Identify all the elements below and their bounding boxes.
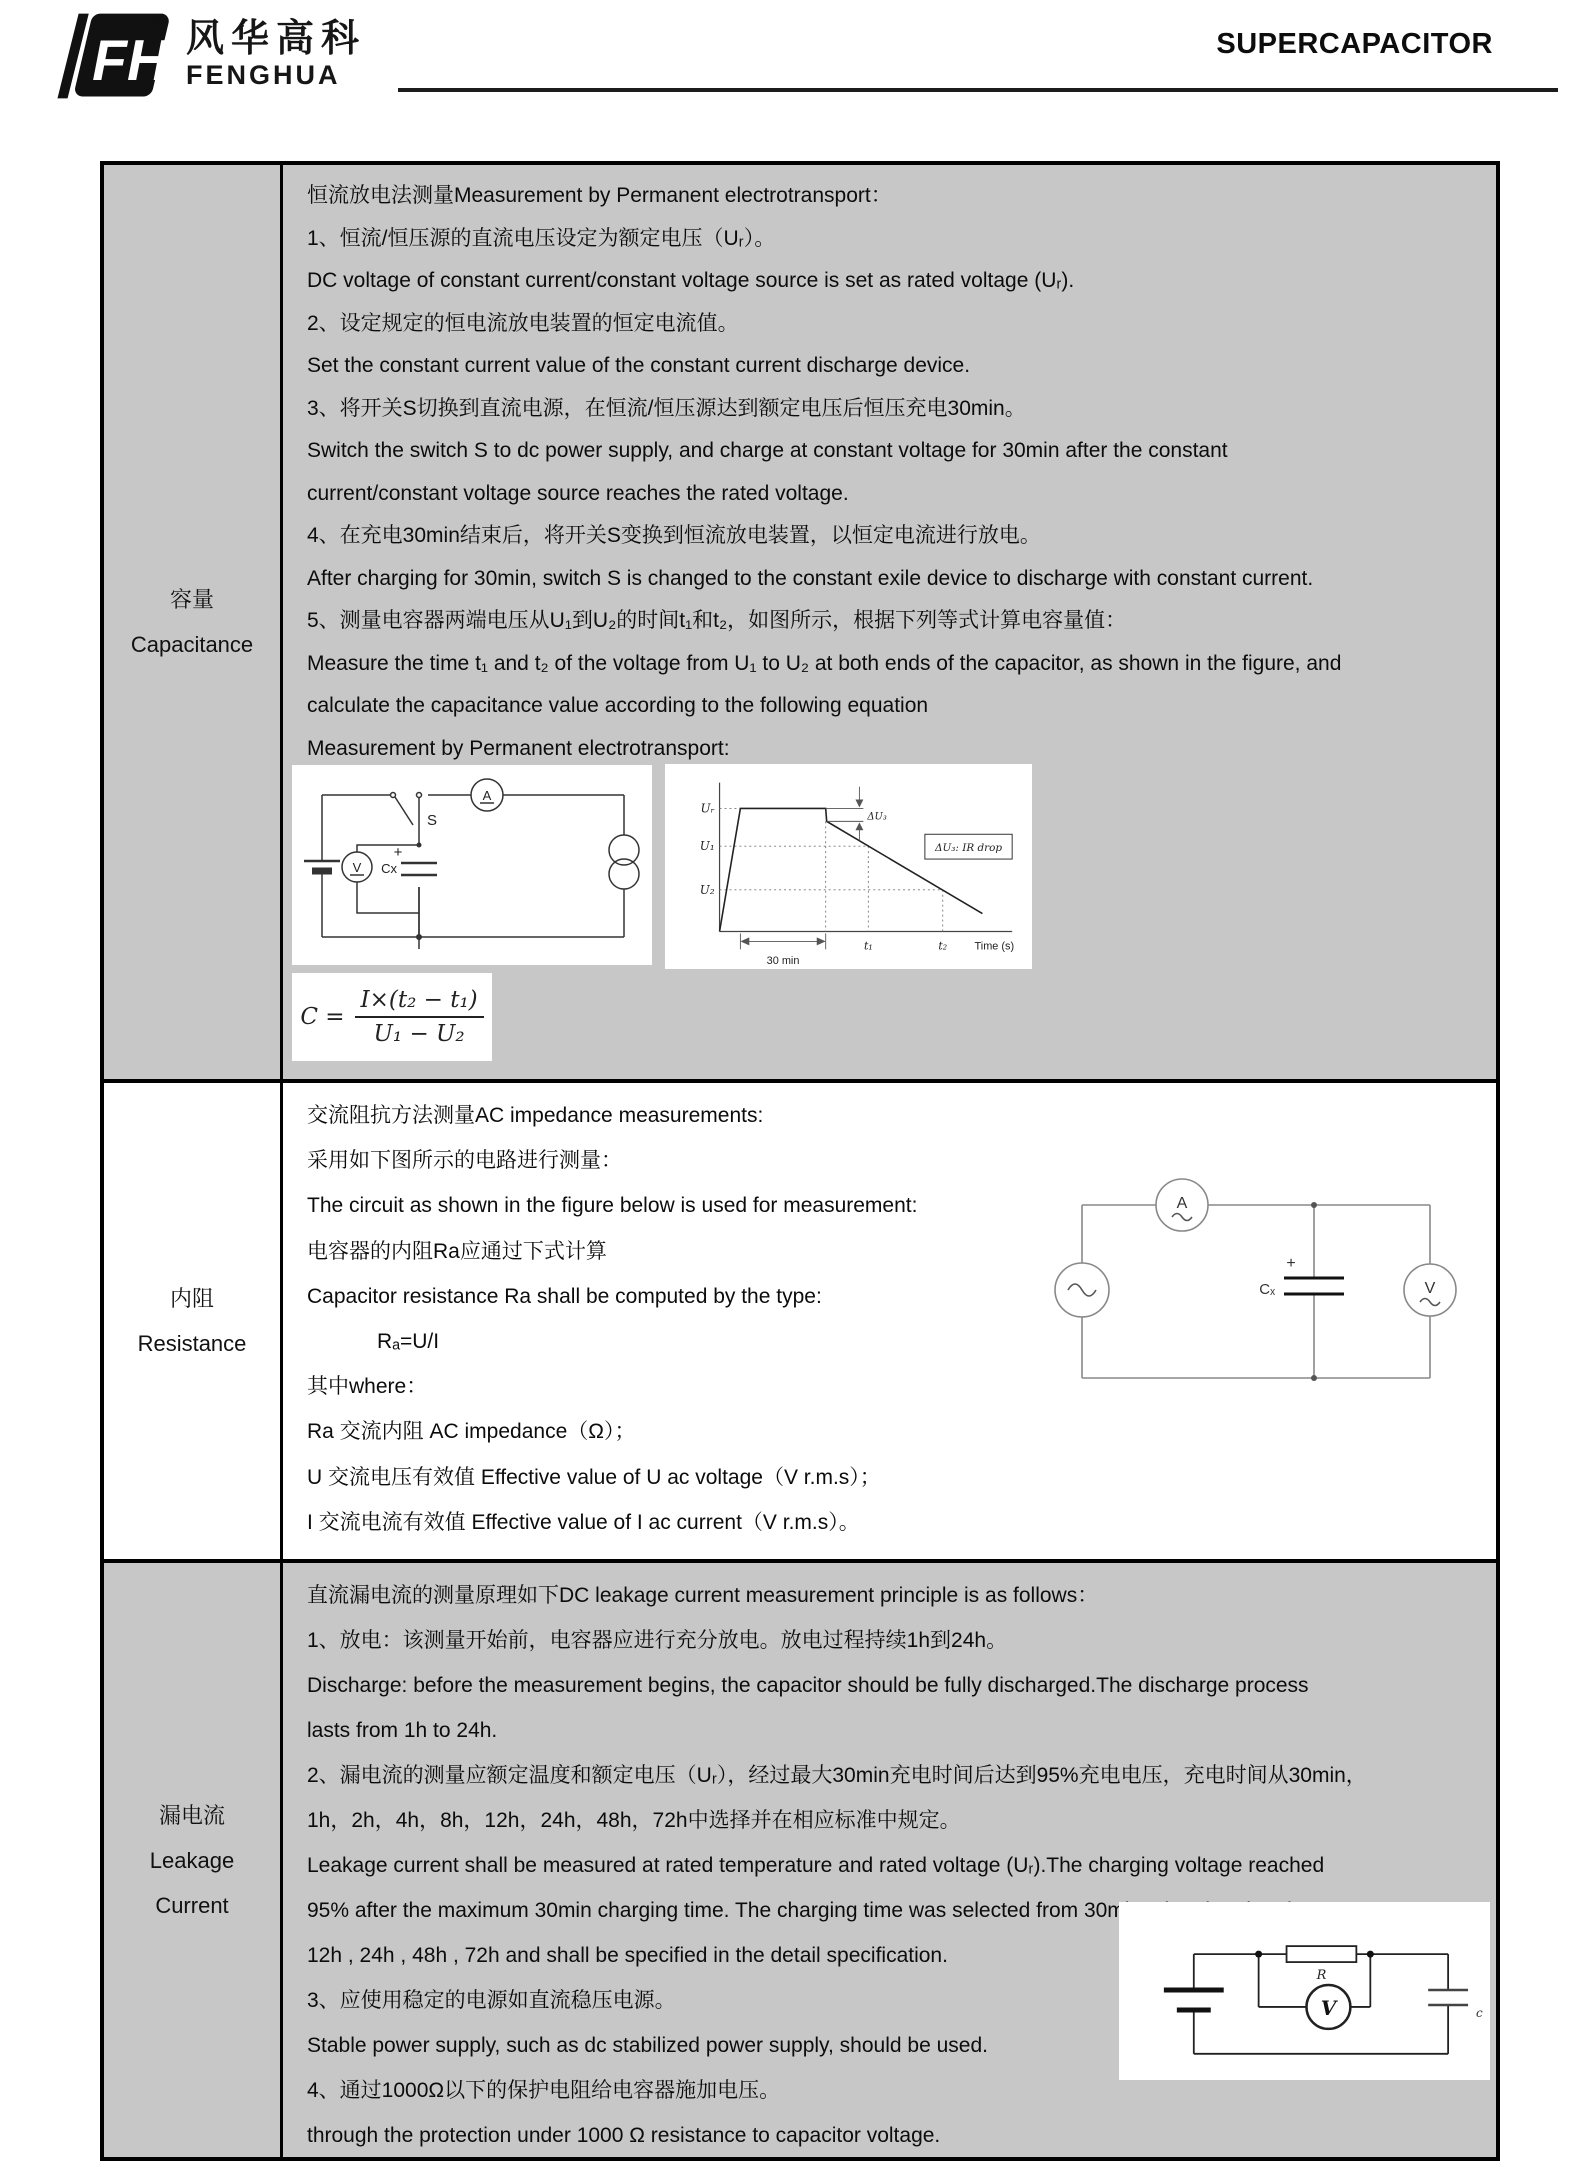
label-line: 容量 xyxy=(169,587,214,612)
time-axis-label: Time (s) xyxy=(974,940,1015,953)
text-line: Leakage current shall be measured at rated temperature and rated voltage (Uᵣ).The charging voltage reached xyxy=(307,1854,1325,1877)
label-line: Current xyxy=(155,1892,229,1918)
label-line: Capacitance xyxy=(130,632,254,657)
text-line: 采用如下图所示的电路进行测量： xyxy=(307,1149,622,1173)
capacitor-label: c xyxy=(1476,2005,1483,2020)
voltmeter-label: V xyxy=(352,860,362,875)
resistance-method-cell xyxy=(283,1083,1496,1563)
ammeter-label: A xyxy=(1176,1195,1188,1212)
text-line: 交流阻抗方法测量AC impedance measurements: xyxy=(307,1104,764,1127)
text-line: I 交流电流有效值 Effective value of I ac current（V r.m.s）。 xyxy=(307,1510,860,1534)
y-u1-label: U₁ xyxy=(699,839,715,854)
switch-label: S xyxy=(427,812,438,829)
text-line: Switch the switch S to dc power supply, and charge at constant voltage for 30min after the constant xyxy=(307,439,1228,462)
ammeter-label: A xyxy=(482,788,492,803)
voltmeter-label: V xyxy=(1320,1995,1337,2020)
plus-sign: + xyxy=(1286,1255,1296,1272)
row-label-leakage-current xyxy=(104,1563,283,2157)
text-line: Set the constant current value of the constant current discharge device. xyxy=(307,354,971,377)
text-line: Stable power supply, such as dc stabilized power supply, should be used. xyxy=(307,2034,988,2057)
plus-sign: + xyxy=(393,844,403,861)
label-line: Leakage xyxy=(149,1847,235,1873)
text-line: through the protection under 1000 Ω resistance to capacitor voltage. xyxy=(307,2124,941,2147)
text-line: lasts from 1h to 24h. xyxy=(307,1719,498,1742)
formula-lhs: C = xyxy=(300,1004,345,1030)
text-line: 1、恒流/恒压源的直流电压设定为额定电压（Uᵣ）。 xyxy=(307,226,776,250)
text-line: 5、测量电容器两端电压从U₁到U₂的时间t₁和t₂，如图所示，根据下列等式计算电容量值： xyxy=(307,609,1127,632)
label-line: Resistance xyxy=(137,1331,247,1356)
page-title: SUPERCAPACITOR xyxy=(1216,28,1493,60)
text-line: Measurement by Permanent electrotransport: xyxy=(307,736,730,760)
brand-name-chinese: 风华高科 xyxy=(186,18,367,60)
text-line: Ra 交流内阻 AC impedance（Ω）； xyxy=(307,1420,636,1444)
text-line: 2、设定规定的恒电流放电装置的恒定电流值。 xyxy=(307,311,739,335)
text-line: Capacitor resistance Ra shall be computed by the type: xyxy=(307,1284,822,1308)
cc-discharge-circuit-figure xyxy=(292,765,652,965)
formula-numerator: I×(t₂ − t₁) xyxy=(355,987,484,1018)
svg-text:FH: FH xyxy=(92,28,169,93)
text-line: The circuit as shown in the figure below is used for measurement: xyxy=(307,1194,918,1218)
capacitor-label: Cx xyxy=(381,861,397,876)
header-divider xyxy=(398,88,1558,92)
y-ur-label: Uᵣ xyxy=(700,801,715,816)
text-line: 恒流放电法测量Measurement by Permanent electrotransport： xyxy=(307,184,892,207)
label-line: 漏电流 xyxy=(158,1802,225,1828)
formula-fraction xyxy=(355,987,484,1047)
voltmeter-label: V xyxy=(1424,1280,1436,1297)
ac-impedance-circuit-figure xyxy=(1042,1160,1472,1425)
text-line: 4、通过1000Ω以下的保护电阻给电容器施加电压。 xyxy=(307,2079,781,2102)
capacitance-method-cell xyxy=(283,165,1496,1083)
row-label-resistance xyxy=(104,1083,283,1563)
text-line: 1h，2h，4h，8h，12h，24h，48h，72h中选择并在相应标准中规定。 xyxy=(307,1809,961,1832)
y-u2-label: U₂ xyxy=(699,882,715,897)
text-line: 电容器的内阻Ra应通过下式计算 xyxy=(307,1239,607,1263)
text-line: Measure the time t₁ and t₂ of the voltage from U₁ to U₂ at both ends of the capacitor, as shown in the figure, and xyxy=(307,651,1342,675)
text-line: 4、在充电30min结束后，将开关S变换到恒流放电装置，以恒定电流进行放电。 xyxy=(307,524,1041,547)
text-line: Discharge: before the measurement begins, the capacitor should be fully discharged.The discharge process xyxy=(307,1674,1309,1697)
formula-denominator: U₁ − U₂ xyxy=(373,1021,465,1047)
text-line: current/constant voltage source reaches the rated voltage. xyxy=(307,481,849,505)
resistor-label: R xyxy=(1316,1968,1327,1984)
capacitance-formula xyxy=(292,973,492,1061)
t1-label: t₁ xyxy=(863,939,873,953)
ir-drop-legend: ΔU₃: IR drop xyxy=(934,842,1003,855)
registered-trademark-icon: ® xyxy=(152,14,164,31)
discharge-curve-figure xyxy=(665,764,1032,969)
text-line: DC voltage of constant current/constant voltage source is set as rated voltage (Uᵣ). xyxy=(307,269,1075,292)
leakage-current-method-cell xyxy=(283,1563,1496,2157)
leakage-circuit-figure xyxy=(1119,1902,1490,2080)
measurement-methods-table xyxy=(100,161,1500,2161)
text-line: 其中where： xyxy=(307,1375,428,1399)
text-line: calculate the capacitance value according to the following equation xyxy=(307,694,929,717)
text-line: After charging for 30min, switch S is changed to the constant exile device to discharge with constant current. xyxy=(307,566,1314,590)
row-label-capacitance xyxy=(104,165,283,1083)
text-line: 2、漏电流的测量应额定温度和额定电压（Uᵣ），经过最大30min充电时间后达到95%充电电压，充电时间从30min， xyxy=(307,1764,1367,1787)
ra-formula-line: Rₐ=U/I xyxy=(377,1330,440,1354)
brand-block xyxy=(186,20,366,89)
text-line: 1、放电：该测量开始前，电容器应进行充分放电。放电过程持续1h到24h。 xyxy=(307,1629,1008,1652)
delta-u3-label: ΔU₃ xyxy=(867,811,887,823)
brand-name-english: FENGHUA xyxy=(186,60,341,90)
text-line: 3、将开关S切换到直流电源，在恒流/恒压源达到额定电压后恒压充电30min。 xyxy=(307,396,1026,420)
label-line: 内阻 xyxy=(169,1286,214,1311)
t2-label: t₂ xyxy=(938,939,948,953)
30min-span-label: 30 min xyxy=(766,955,800,968)
text-line: 直流漏电流的测量原理如下DC leakage current measurement principle is as follows： xyxy=(307,1584,1099,1607)
text-line: 3、应使用稳定的电源如直流稳压电源。 xyxy=(307,1989,676,2012)
text-line: 12h , 24h , 48h , 72h and shall be specified in the detail specification. xyxy=(307,1944,948,1967)
text-line: 95% after the maximum 30min charging time. The charging time was selected from 30min ,1h , 2h , 4h , 8h , xyxy=(307,1899,1311,1922)
text-line: U 交流电压有效值 Effective value of U ac voltage（V r.m.s）； xyxy=(307,1465,881,1489)
capacitor-label: Cₓ xyxy=(1259,1281,1275,1298)
